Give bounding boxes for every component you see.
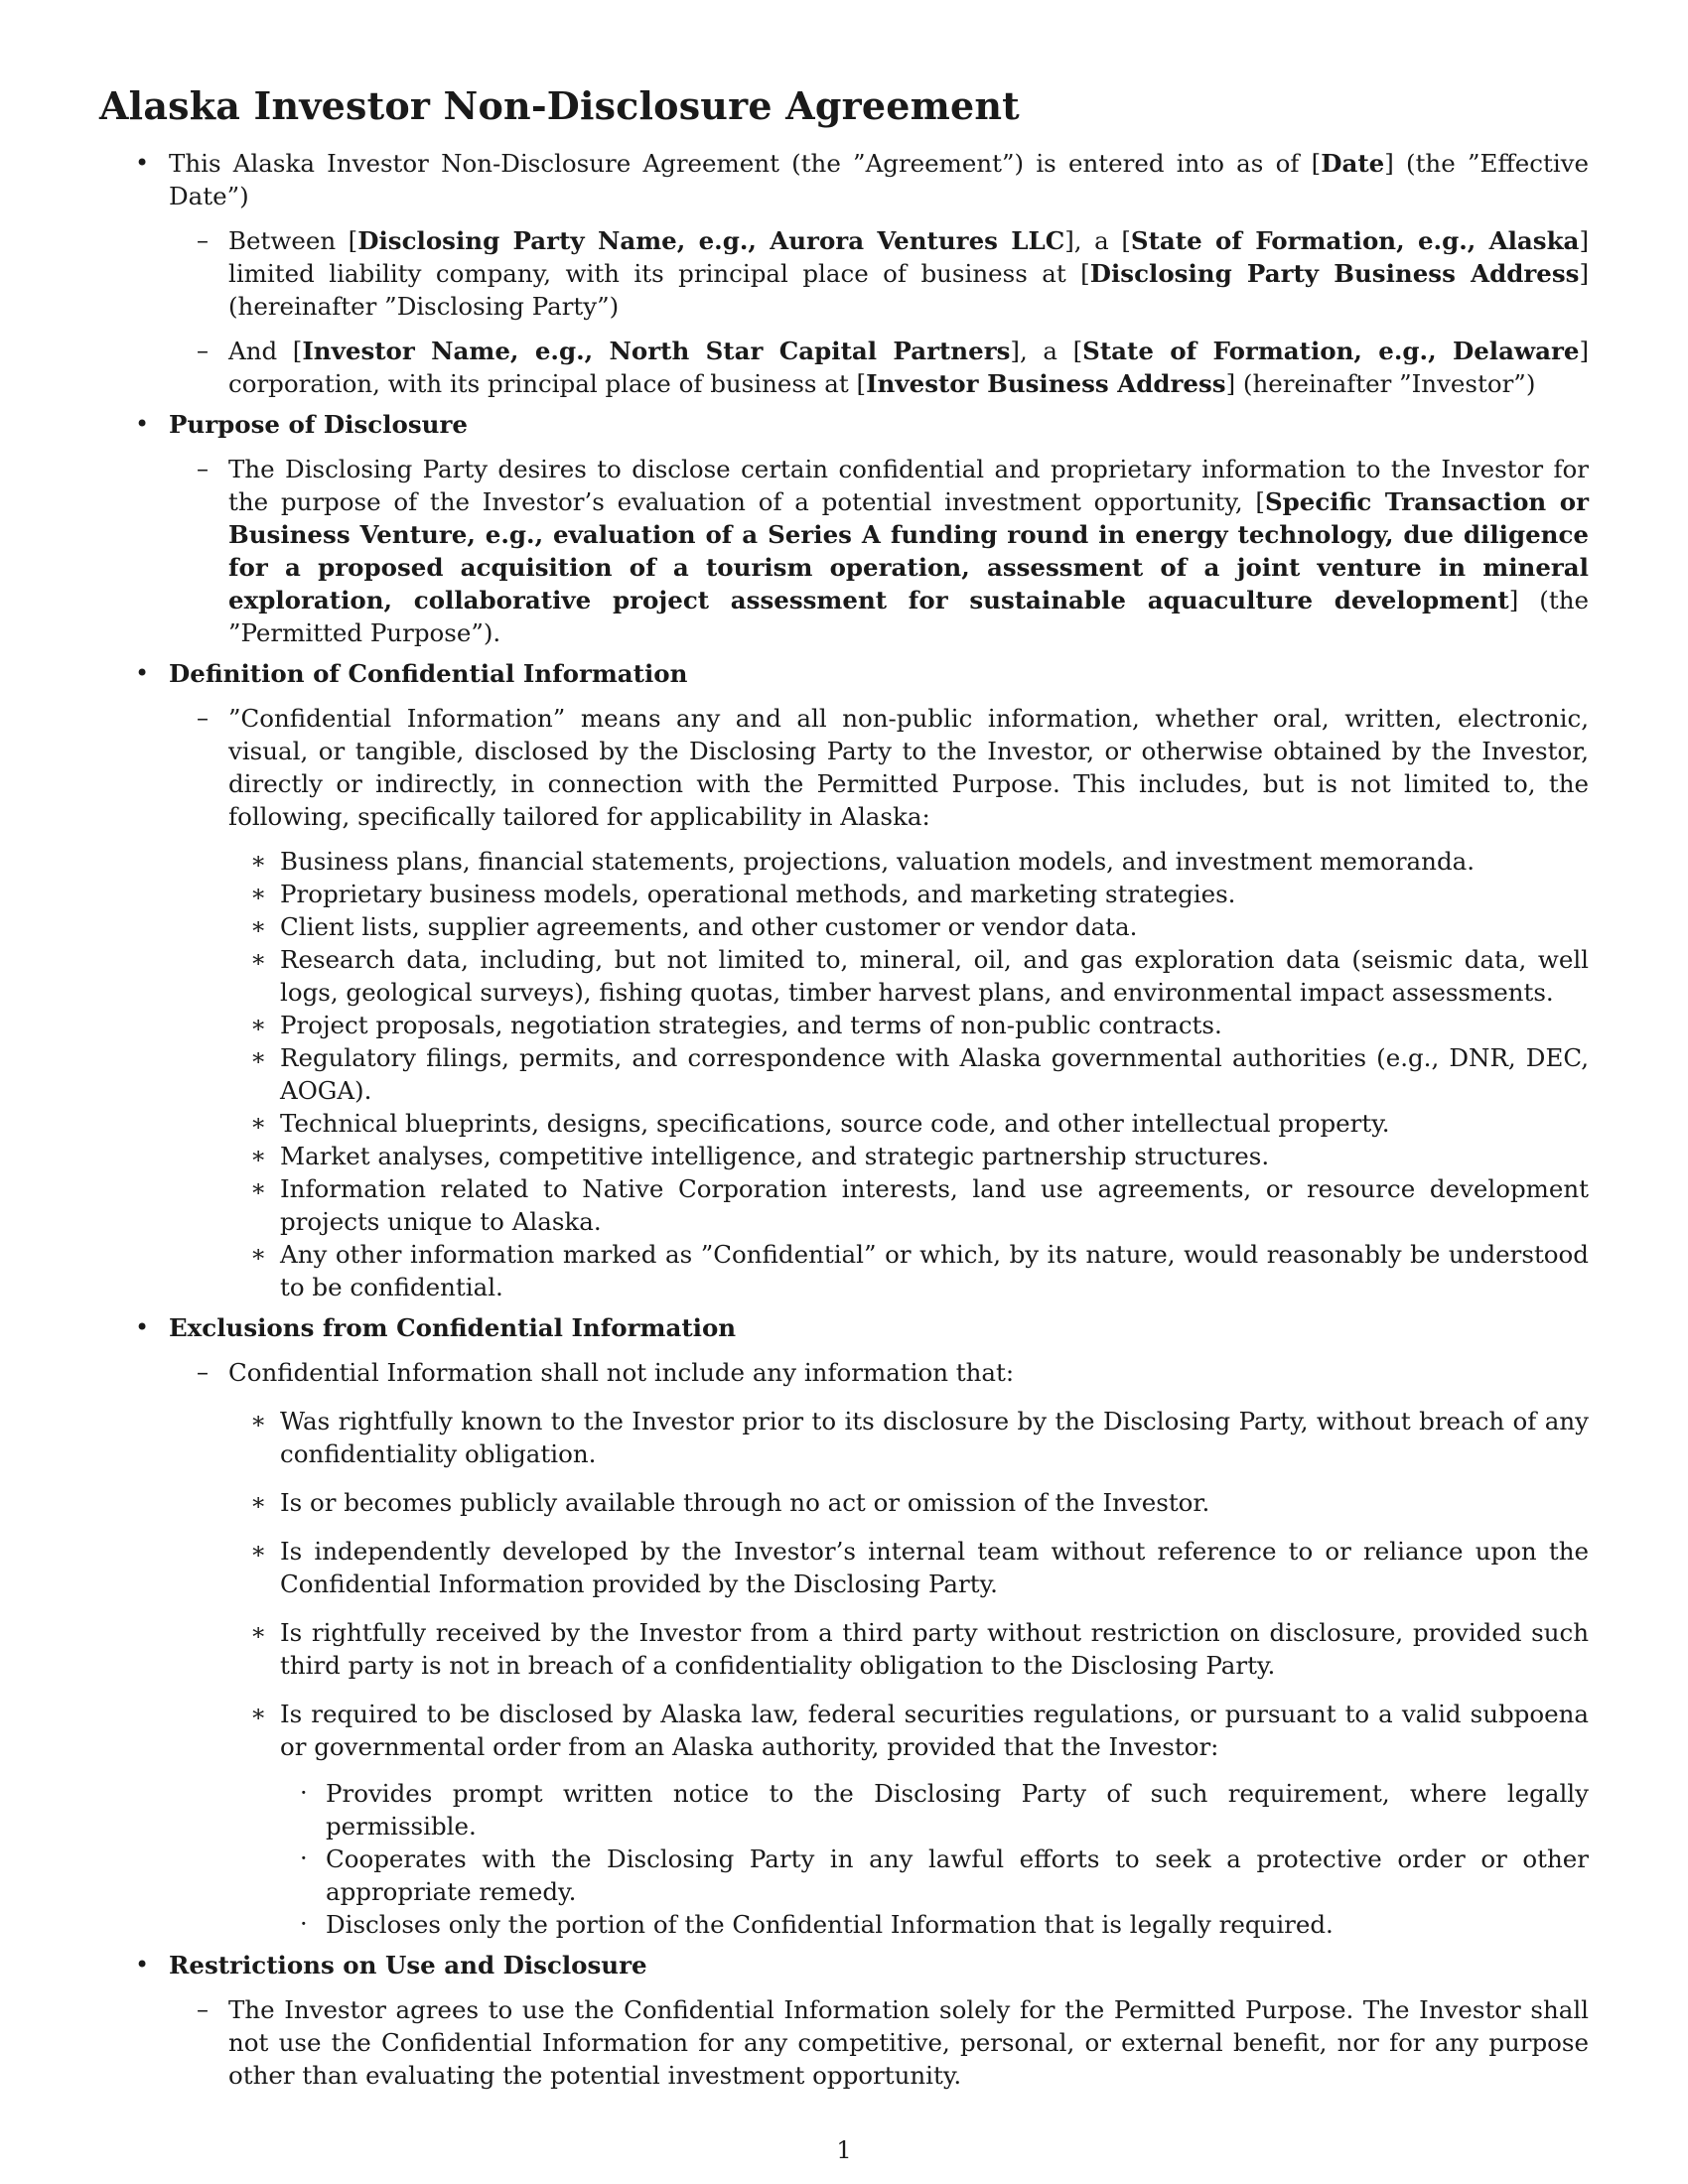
list-item-text: Proprietary business models, operational methods, and marketing strategies. bbox=[280, 879, 1236, 908]
list-item bbox=[99, 1140, 1589, 1172]
and-clause bbox=[99, 335, 1589, 400]
list-item-text: Was rightfully known to the Investor prior to its disclosure by the Disclosing Party, without breach of any confidentiality obligation. bbox=[280, 1406, 1589, 1468]
list-item-text: Project proposals, negotiation strategies, and terms of non-public contracts. bbox=[280, 1010, 1222, 1039]
exclusions-section bbox=[99, 1311, 1589, 1344]
dot-icon: · bbox=[300, 1843, 308, 1872]
section-heading: Purpose of Disclosure bbox=[169, 409, 468, 439]
investor-address: Investor Business Address bbox=[866, 368, 1226, 398]
asterisk-icon: ∗ bbox=[250, 1108, 267, 1137]
asterisk-icon: ∗ bbox=[250, 1536, 267, 1565]
bullet-icon: • bbox=[135, 658, 150, 687]
section-heading: Restrictions on Use and Disclosure bbox=[169, 1950, 647, 1979]
list-item bbox=[99, 878, 1589, 910]
list-item bbox=[99, 1238, 1589, 1303]
purpose-clause bbox=[99, 453, 1589, 649]
list-item-text: Regulatory filings, permits, and correspondence with Alaska governmental authorities (e.g., DNR, DEC, AOGA). bbox=[280, 1042, 1589, 1105]
asterisk-icon: ∗ bbox=[250, 1141, 267, 1169]
asterisk-icon: ∗ bbox=[250, 1699, 267, 1727]
sub-list-item-text: Provides prompt written notice to the Disclosing Party of such requirement, where legally permissible. bbox=[326, 1778, 1589, 1841]
asterisk-icon: ∗ bbox=[250, 1173, 267, 1202]
dot-icon: · bbox=[300, 1778, 308, 1807]
investor-state: State of Formation, e.g., Delaware bbox=[1082, 336, 1580, 365]
list-item-text: Is independently developed by the Investor’s internal team without reference to or reliance upon the Confidential Information provided by the Disclosing Party. bbox=[280, 1536, 1589, 1598]
asterisk-icon: ∗ bbox=[250, 911, 267, 940]
bullet-icon: • bbox=[135, 409, 150, 438]
list-item-text: Is rightfully received by the Investor from a third party without restriction on disclosure, provided such third party is not in breach of a confidentiality obligation to the Disclosing Party. bbox=[280, 1617, 1589, 1680]
list-item bbox=[99, 910, 1589, 943]
intro-text-2: ] (the ”Effective Date”) bbox=[169, 148, 1589, 210]
asterisk-icon: ∗ bbox=[250, 1617, 267, 1646]
bullet-icon: • bbox=[135, 1312, 150, 1341]
list-item-text: Is or becomes publicly available through no act or omission of the Investor. bbox=[280, 1487, 1210, 1517]
list-item-text: Any other information marked as ”Confidential” or which, by its nature, would reasonably be understood to be confidential. bbox=[280, 1239, 1589, 1301]
list-item bbox=[99, 1107, 1589, 1140]
section-heading: Definition of Confidential Information bbox=[169, 658, 688, 688]
dash-icon: – bbox=[197, 1994, 209, 2023]
purpose-text-1: The Disclosing Party desires to disclose certain confidential and proprietary information to the Investor for the purpose of the Investor’s evaluation of a potential investment opportunity, [ bbox=[228, 454, 1589, 516]
page-number: 1 bbox=[836, 2136, 852, 2164]
between-text-1: Between [ bbox=[228, 225, 358, 255]
asterisk-icon: ∗ bbox=[250, 1042, 267, 1071]
list-item bbox=[99, 1535, 1589, 1600]
and-text-2: ], a [ bbox=[1010, 336, 1083, 365]
between-text-4: ] (hereinafter ”Disclosing Party”) bbox=[228, 258, 1590, 321]
section-heading: Exclusions from Confidential Information bbox=[169, 1312, 737, 1342]
restrictions-section bbox=[99, 1949, 1589, 1981]
sub-list-item-text: Cooperates with the Disclosing Party in any lawful efforts to seek a protective order or other appropriate remedy. bbox=[326, 1843, 1589, 1906]
dash-icon: – bbox=[197, 225, 209, 254]
list-item-text: Information related to Native Corporation interests, land use agreements, or resource development projects unique to Alaska. bbox=[280, 1173, 1589, 1236]
list-item-text: Technical blueprints, designs, specifications, source code, and other intellectual property. bbox=[280, 1108, 1390, 1138]
list-item bbox=[99, 845, 1589, 878]
list-item-text: Research data, including, but not limited to, mineral, oil, and gas exploration data (seismic data, well logs, geological surveys), fishing quotas, timber harvest plans, and environmental impact assessments. bbox=[280, 944, 1589, 1007]
list-item bbox=[99, 1616, 1589, 1682]
intro-text-1: This Alaska Investor Non-Disclosure Agreement (the ”Agreement”) is entered into as of [ bbox=[169, 148, 1322, 178]
and-text-1: And [ bbox=[228, 336, 303, 365]
list-item-text: Is required to be disclosed by Alaska law, federal securities regulations, or pursuant to a valid subpoena or governmental order from an Alaska authority, provided that the Investor: bbox=[280, 1699, 1589, 1761]
between-text-3: ] limited liability company, with its principal place of business at [ bbox=[228, 225, 1589, 288]
list-item bbox=[99, 1041, 1589, 1107]
list-item bbox=[99, 1405, 1589, 1470]
dot-icon: · bbox=[300, 1909, 308, 1938]
list-item-text: Client lists, supplier agreements, and other customer or vendor data. bbox=[280, 911, 1138, 941]
asterisk-icon: ∗ bbox=[250, 846, 267, 875]
list-item bbox=[99, 1698, 1589, 1763]
document-title: Alaska Investor Non-Disclosure Agreement bbox=[99, 83, 1020, 128]
and-text-3: ] corporation, with its principal place of business at [ bbox=[228, 336, 1590, 398]
asterisk-icon: ∗ bbox=[250, 944, 267, 973]
asterisk-icon: ∗ bbox=[250, 1406, 267, 1434]
definition-clause bbox=[99, 702, 1589, 833]
list-item bbox=[99, 1009, 1589, 1041]
purpose-section bbox=[99, 408, 1589, 441]
definition-section bbox=[99, 657, 1589, 690]
sub-list-item bbox=[99, 1908, 1589, 1941]
between-clause bbox=[99, 224, 1589, 323]
bullet-icon: • bbox=[135, 1950, 150, 1979]
investor-name: Investor Name, e.g., North Star Capital Partners bbox=[302, 336, 1011, 365]
bullet-icon: • bbox=[135, 148, 150, 177]
definition-text: ”Confidential Information” means any and all non-public information, whether oral, written, electronic, visual, or tangible, disclosed by the Disclosing Party to the Investor, or otherwise obtained by the Investor, directly or indirectly, in connection with the Permitted Purpose. This includes, but is not limited to, the following, specifically tailored for applicability in Alaska: bbox=[228, 703, 1589, 831]
disclosing-party-state: State of Formation, e.g., Alaska bbox=[1130, 225, 1580, 255]
dash-icon: – bbox=[197, 1357, 209, 1386]
disclosing-party-name: Disclosing Party Name, e.g., Aurora Ventures LLC bbox=[357, 225, 1065, 255]
exclusions-clause bbox=[99, 1356, 1589, 1389]
dash-icon: – bbox=[197, 703, 209, 732]
asterisk-icon: ∗ bbox=[250, 1487, 267, 1516]
dash-icon: – bbox=[197, 454, 209, 482]
list-item bbox=[99, 1486, 1589, 1519]
sub-list-item-text: Discloses only the portion of the Confidential Information that is legally required. bbox=[326, 1909, 1334, 1939]
date-placeholder: Date bbox=[1321, 148, 1385, 178]
sub-list-item bbox=[99, 1777, 1589, 1843]
intro-item bbox=[99, 147, 1589, 212]
transaction-placeholder: Specific Transaction or Business Venture, e.g., evaluation of a Series A funding round in energy technology, due diligence for a proposed acquisition of a tourism operation, assessment of a joint venture in mineral exploration, collaborative project assessment for sustainable aquaculture development bbox=[228, 486, 1589, 614]
purpose-text-2: ] (the ”Permitted Purpose”). bbox=[228, 585, 1589, 647]
asterisk-icon: ∗ bbox=[250, 879, 267, 907]
asterisk-icon: ∗ bbox=[250, 1010, 267, 1038]
restrictions-text: The Investor agrees to use the Confidential Information solely for the Permitted Purpose. The Investor shall not use the Confidential Information for any competitive, personal, or external benefit, nor for any purpose other than evaluating the potential investment opportunity. bbox=[228, 1994, 1589, 2090]
between-text-2: ], a [ bbox=[1064, 225, 1131, 255]
asterisk-icon: ∗ bbox=[250, 1239, 267, 1268]
and-text-4: ] (hereinafter ”Investor”) bbox=[1225, 368, 1536, 398]
document-page bbox=[99, 83, 1589, 2092]
list-item-text: Market analyses, competitive intelligence, and strategic partnership structures. bbox=[280, 1141, 1270, 1170]
list-item bbox=[99, 1172, 1589, 1238]
dash-icon: – bbox=[197, 336, 209, 364]
restrictions-clause bbox=[99, 1993, 1589, 2092]
list-item-text: Business plans, financial statements, projections, valuation models, and investment memoranda. bbox=[280, 846, 1476, 876]
list-item bbox=[99, 943, 1589, 1009]
disclosing-party-address: Disclosing Party Business Address bbox=[1089, 258, 1580, 288]
exclusions-text: Confidential Information shall not include any information that: bbox=[228, 1357, 1015, 1387]
sub-list-item bbox=[99, 1843, 1589, 1908]
